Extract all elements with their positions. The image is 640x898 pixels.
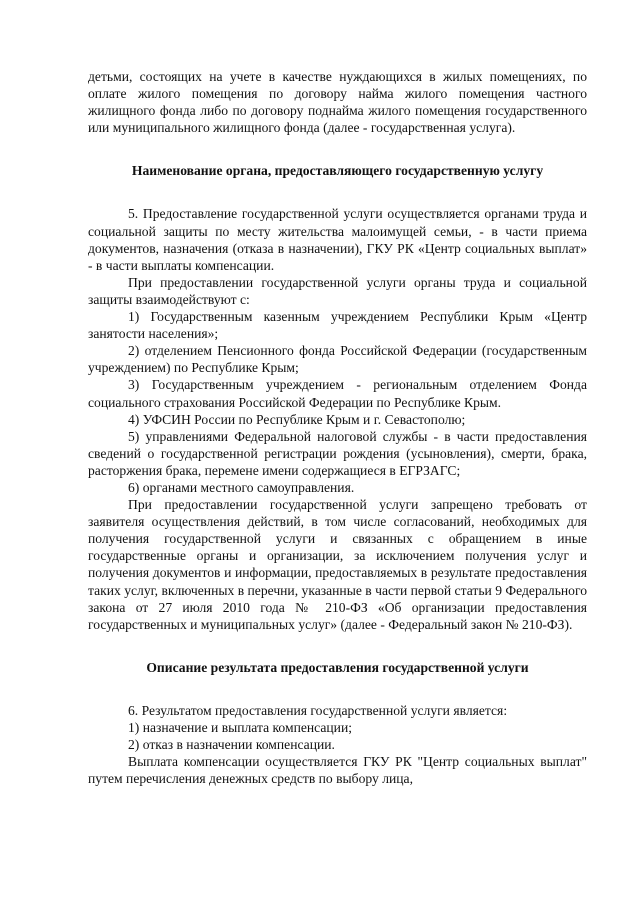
list-item-4: 4) УФСИН России по Республике Крым и г. Севастополю;: [128, 411, 466, 427]
result-item-2: 2) отказ в назначении компенсации.: [128, 737, 335, 753]
paragraph-6: 6. Результатом предоставления государственной услуги является:: [128, 702, 508, 718]
result-item-1: 1) назначение и выплата компенсации;: [128, 720, 352, 735]
list-item-1: 1) Государственным казенным учреждением Республики Крым «Центр занятости населения»;: [88, 309, 587, 342]
list-item-6: 6) органами местного самоуправления.: [128, 479, 355, 495]
list-item-5: 5) управлениями Федеральной налоговой службы - в части предоставления сведений о государственной регистрации рождения (усыновления), смерти, брака, расторжения брака, перемене имени содержащиеся в ЕГРЗАГС;: [88, 428, 587, 478]
document-page: [88, 68, 587, 787]
section-heading-authority: Наименование органа, предоставляющего государственную услугу: [131, 163, 544, 179]
paragraph-interaction: При предоставлении государственной услуги органы труда и социальной защиты взаимодействуют с:: [88, 274, 587, 307]
list-item-2: 2) отделением Пенсионного фонда Российской Федерации (государственным учреждением) по Республике Крым;: [88, 343, 587, 376]
paragraph-payment: Выплата компенсации осуществляется ГКУ РК "Центр социальных выплат" путем перечисления денежных средств по выбору лица,: [88, 754, 587, 787]
list-item-3: 3) Государственным учреждением - региональным отделением Фонда социального страхования Российской Федерации по Республике Крым.: [88, 377, 587, 410]
paragraph-5: 5. Предоставление государственной услуги осуществляется органами труда и социальной защиты по месту жительства малоимущей семьи, - в части приема документов, назначения (отказа в назначении), ГКУ РК «Центр социальных выплат» - в части выплаты компенсации.: [88, 206, 587, 273]
paragraph-prohibition: При предоставлении государственной услуги запрещено требовать от заявителя осуществления действий, в том числе согласований, необходимых для получения государственной услуги и связанных с обращением в иные государственные органы и организации, за исключением получения услуг и получения документов и информации, предоставляемых в результате предоставления таких услуг, включенных в перечни, указанные в части первой статьи 9 Федерального закона от 27 июля 2010 года № 210-ФЗ «Об организации предоставления государственных и муниципальных услуг» (далее - Федеральный закон № 210-ФЗ).: [88, 497, 587, 632]
paragraph-intro: детьми, состоящих на учете в качестве нуждающихся в жилых помещениях, по оплате жилого помещения по договору найма жилого помещения частного жилищного фонда либо по договору поднайма жилого помещения государственного или муниципального жилищного фонда (далее - государственная услуга).: [88, 69, 587, 136]
section-heading-result: Описание результата предоставления государственной услуги: [146, 659, 529, 675]
